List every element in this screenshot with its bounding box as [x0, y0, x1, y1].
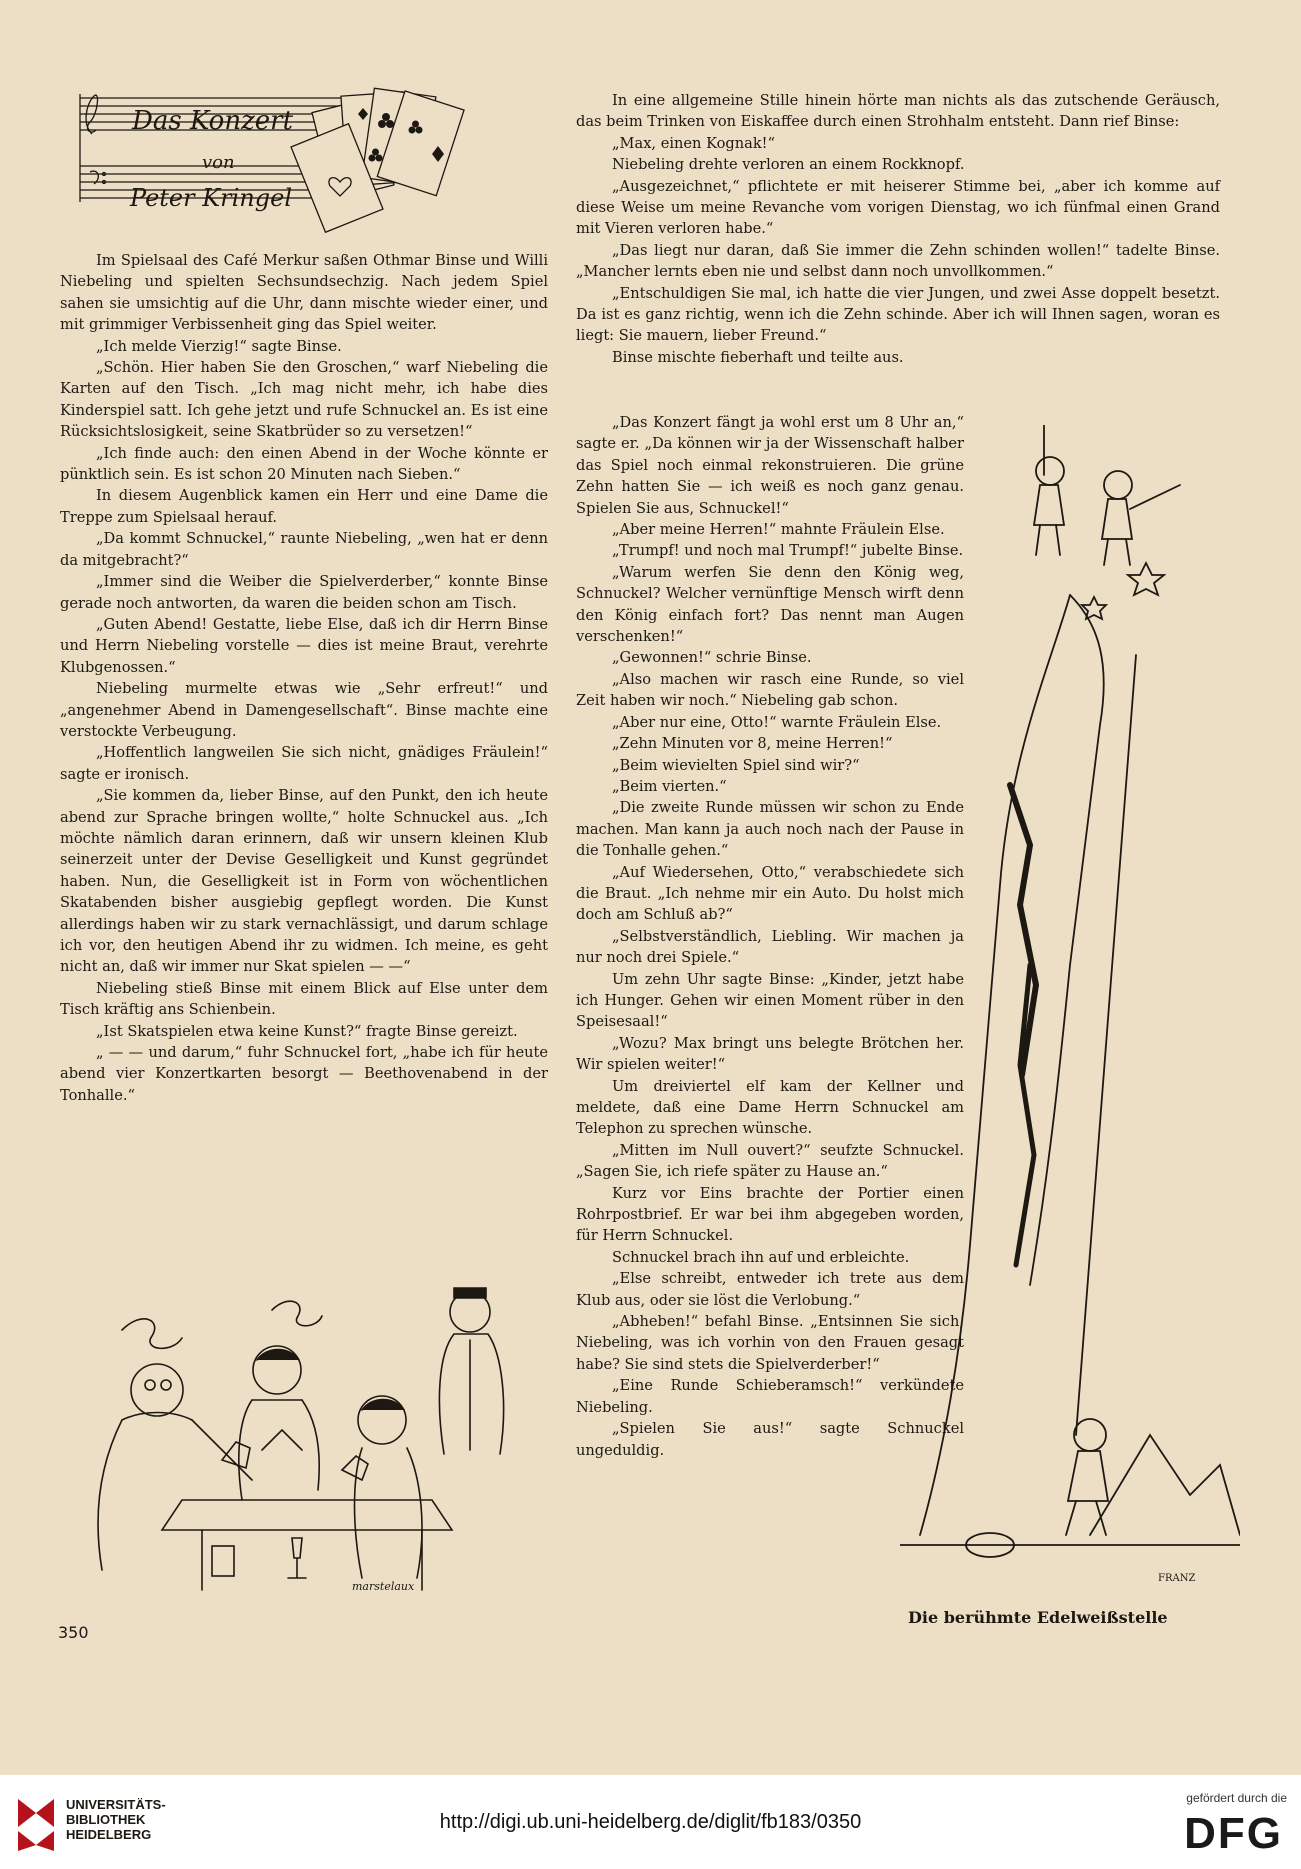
edelweiss-cartoon: [900, 425, 1240, 1605]
paragraph: „Wozu? Max bringt uns belegte Brötchen her. Wir spielen weiter!“: [576, 1034, 964, 1074]
paragraph: Binse mischte fieberhaft und teilte aus.: [612, 348, 904, 366]
library-name-line: HEIDELBERG: [66, 1827, 152, 1842]
paragraph: „Abheben!“ befahl Binse. „Entsinnen Sie sich, Niebeling, was ich vorhin von den Frauen gesagt habe? Sie sind stets die Spielverderber!“: [576, 1313, 964, 1373]
cartoon-right-signature: FRANZ: [1158, 1573, 1196, 1584]
paragraph: „Da kommt Schnuckel,“ raunte Niebeling, „wen hat er denn da mitgebracht?“: [60, 530, 548, 569]
paragraph: „Zehn Minuten vor 8, meine Herren!“: [612, 735, 893, 753]
paragraph: In diesem Augenblick kamen ein Herr und eine Dame die Treppe zum Spielsaal herauf.: [60, 487, 548, 526]
paragraph: Niebeling stieß Binse mit einem Blick auf Else unter dem Tisch kräftig ans Schienbein.: [60, 979, 548, 1019]
illustration-caption: Die berühmte Edelweißstelle: [908, 1608, 1168, 1627]
library-name-line: BIBLIOTHEK: [66, 1812, 146, 1827]
paragraph: „Ich melde Vierzig!“ sagte Binse.: [96, 337, 342, 355]
digitization-footer: [0, 1775, 1301, 1869]
paragraph: „Beim vierten.“: [612, 777, 727, 795]
card-players-cartoon: [62, 1270, 550, 1600]
right-text-column: [576, 90, 1220, 368]
article-author: Peter Kringel: [130, 184, 292, 212]
paragraph: „Mitten im Null ouvert?“ seufzte Schnuckel. „Sagen Sie, ich riefe später zu Hause an.“: [576, 1141, 964, 1181]
paragraph: „Eine Runde Schieberamsch!“ verkündete Niebeling.: [576, 1377, 964, 1416]
paragraph: Im Spielsaal des Café Merkur saßen Othmar Binse und Willi Niebeling und spielten Sechsundsechzig. Nach jedem Spiel sahen sie umsichtig auf die Uhr, dann mischte wieder einer, und mit grimmiger Verbissenheit ging das Spiel weiter.: [60, 252, 548, 334]
title-illustration: [72, 84, 542, 244]
paragraph: „Immer sind die Weiber die Spielverderber,“ konnte Binse gerade noch antworten, da waren die beiden schon am Tisch.: [60, 573, 548, 612]
paragraph: Schnuckel brach ihn auf und erbleichte.: [612, 1248, 910, 1266]
paragraph: „Das liegt nur daran, daß Sie immer die Zehn schinden wollen!“ tadelte Binse. „Mancher lernts eben nie und selbst dann noch unvollkommen.“: [576, 241, 1220, 281]
paragraph: „Ich finde auch: den einen Abend in der Woche könnte er pünktlich sein. Es ist schon 20 Minuten nach Sieben.“: [60, 444, 548, 484]
paragraph: In eine allgemeine Stille hinein hörte man nichts als das zutschende Geräusch, das beim Trinken von Eiskaffee durch einen Strohhalm entsteht. Dann rief Binse:: [576, 92, 1220, 131]
paragraph: Niebeling drehte verloren an einem Rockknopf.: [612, 156, 965, 174]
card-players-drawing: [62, 1270, 550, 1600]
dfg-logo: DFG: [1184, 1809, 1283, 1858]
article-title-von: von: [202, 152, 235, 173]
paragraph: „Guten Abend! Gestatte, liebe Else, daß ich dir Herrn Binse und Herrn Niebeling vorstelle — dies ist meine Braut, verehrte Klubgenossen.“: [60, 615, 548, 676]
paragraph: „ — — und darum,“ fuhr Schnuckel fort, „habe ich für heute abend vier Konzertkarten besorgt — Beethovenabend in der Tonhalle.“: [60, 1044, 548, 1104]
paragraph: „Gewonnen!“ schrie Binse.: [612, 649, 812, 667]
paragraph: „Trumpf! und noch mal Trumpf!“ jubelte Binse.: [612, 542, 964, 560]
paragraph: „Aber meine Herren!“ mahnte Fräulein Else.: [612, 521, 945, 539]
paragraph: „Hoffentlich langweilen Sie sich nicht, gnädiges Fräulein!“ sagte er ironisch.: [60, 744, 548, 783]
paragraph: Um dreiviertel elf kam der Kellner und meldete, daß eine Dame Herrn Schnuckel am Telephon zu sprechen wünsche.: [576, 1077, 964, 1138]
article-title: Das Konzert: [132, 106, 294, 136]
paragraph: „Die zweite Runde müssen wir schon zu Ende machen. Man kann ja auch noch nach der Pause in die Tonhalle gehen.“: [576, 799, 964, 860]
paragraph: „Warum werfen Sie denn den König weg, Schnuckel? Welcher vernünftige Mensch wirft denn den König einfach fort? Das nennt man Augen verschenken!“: [576, 563, 964, 646]
funding-note: gefördert durch die: [1186, 1791, 1287, 1805]
paragraph: Kurz vor Eins brachte der Portier einen Rohrpostbrief. Er war bei ihm abgegeben worden, für Herrn Schnuckel.: [576, 1184, 964, 1245]
permalink-url[interactable]: http://digi.ub.uni-heidelberg.de/diglit/fb183/0350: [439, 1811, 862, 1833]
edelweiss-drawing: [900, 425, 1240, 1605]
paragraph: „Ausgezeichnet,“ pflichtete er mit heiserer Stimme bei, „aber ich komme auf diese Weise um meine Revanche vom vorigen Dienstag, wo ich fünfmal einen Grand mit Vieren verloren habe.“: [576, 177, 1220, 238]
paragraph: „Entschuldigen Sie mal, ich hatte die vier Jungen, und zwei Asse doppelt besetzt. Da ist es ganz richtig, wenn ich die Zehn schinde. Aber ich will Ihnen sagen, woran es liegt: Sie mauern, lieber Freund.“: [576, 284, 1220, 345]
paragraph: „Max, einen Kognak!“: [612, 134, 775, 152]
paragraph: „Also machen wir rasch eine Runde, so viel Zeit haben wir noch.“ Niebeling gab schon.: [576, 670, 964, 710]
paragraph: Niebeling murmelte etwas wie „Sehr erfreut!“ und „angenehmer Abend in Damengesellschaft“. Binse machte eine verstockte Verbeugung.: [60, 680, 548, 740]
page-number: 350: [58, 1623, 89, 1642]
paragraph: „Else schreibt, entweder ich trete aus dem Klub aus, oder sie löst die Verlobung.“: [576, 1270, 964, 1309]
paragraph: „Spielen Sie aus!“ sagte Schnuckel ungeduldig.: [576, 1420, 964, 1459]
paragraph: „Ist Skatspielen etwa keine Kunst?“ fragte Binse gereizt.: [96, 1022, 518, 1040]
paragraph: „Beim wievielten Spiel sind wir?“: [612, 756, 860, 774]
paragraph: „Schön. Hier haben Sie den Groschen,“ warf Niebeling die Karten auf den Tisch. „Ich mag nicht mehr, ich habe dies Kinderspiel satt. Ich gehe jetzt und rufe Schnuckel an. Es ist eine Rücksichtslosigkeit, seine Skatbrüder so zu versetzen!“: [60, 359, 548, 441]
library-name-line: UNIVERSITÄTS-: [66, 1797, 166, 1812]
paragraph: „Auf Wiedersehen, Otto,“ verabschiedete sich die Braut. „Ich nehme mir ein Auto. Du holst mich doch am Schluß ab?“: [576, 863, 964, 924]
paragraph: „Das Konzert fängt ja wohl erst um 8 Uhr an,“ sagte er. „Da können wir ja der Wissenschaft halber das Spiel noch einmal rekonstruieren. Die grüne Zehn hatten Sie — ich weiß es noch ganz genau. Spielen Sie aus, Schnuckel!“: [576, 414, 964, 517]
paragraph: „Aber nur eine, Otto!“ warnte Fräulein Else.: [612, 713, 942, 731]
paragraph: „Sie kommen da, lieber Binse, auf den Punkt, den ich heute abend zur Sprache bringen wollte,“ holte Schnuckel aus. „Ich möchte nämlich daran erinnern, daß wir unsern kleinen Klub seinerzeit unter der Devise Geselligkeit und Kunst gegründet haben. Nun, die Geselligkeit ist in Form von wöchentlichen Skatabenden bisher ausgiebig gepflegt worden. Die Kunst allerdings haben wir zu stark vernachlässigt, und darum schlage ich vor, den heutigen Abend ihr zu widmen. Ich meine, es geht nicht an, daß wir immer nur Skat spielen — —“: [60, 787, 548, 976]
paragraph: Um zehn Uhr sagte Binse: „Kinder, jetzt habe ich Hunger. Gehen wir einen Moment rüber in den Speisesaal!“: [576, 970, 964, 1031]
paragraph: „Selbstverständlich, Liebling. Wir machen ja nur noch drei Spiele.“: [576, 927, 964, 967]
cartoon-left-signature: marstelaux: [352, 1580, 415, 1593]
left-text-column: [60, 250, 548, 1106]
